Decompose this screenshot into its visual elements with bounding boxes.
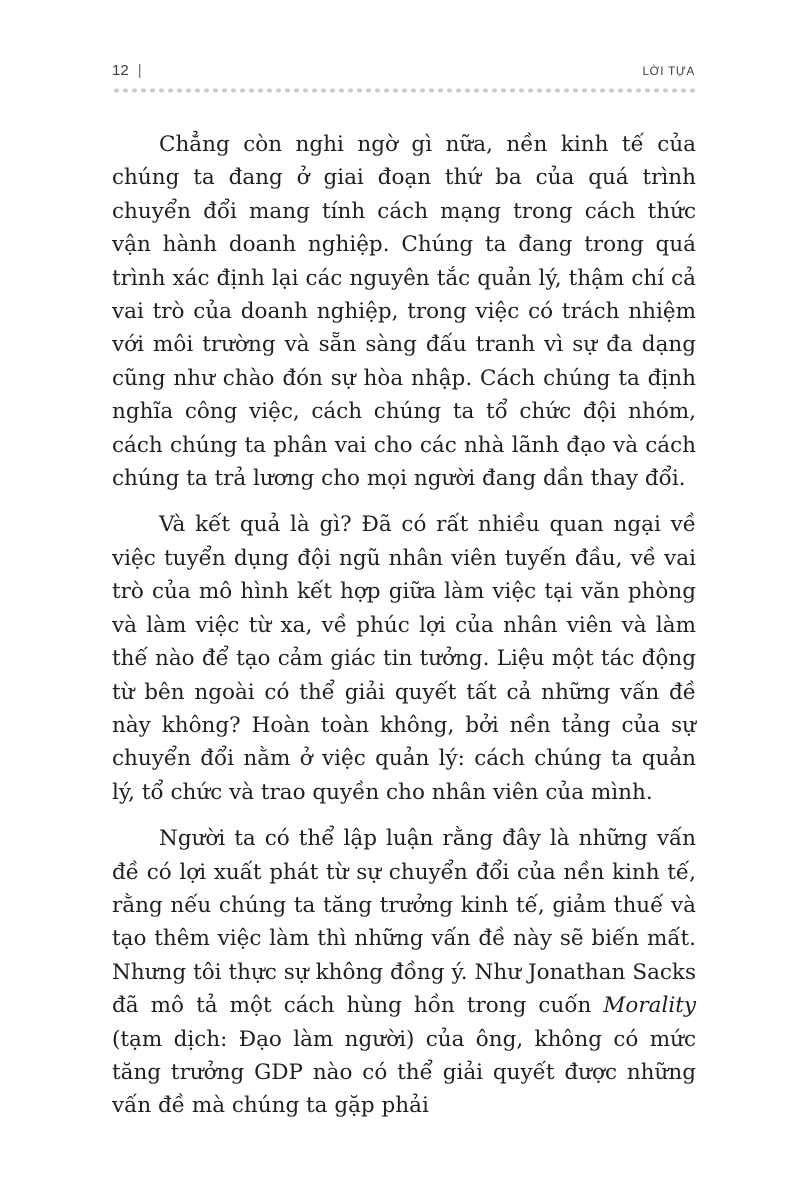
- paragraph-3-book-title: Morality: [603, 993, 696, 1019]
- body-text: [112, 128, 696, 1136]
- paragraph-2: Và kết quả là gì? Đã có rất nhiều quan ngại về việc tuyển dụng đội ngũ nhân viên tuyến đầu, về vai trò của mô hình kết hợp giữa làm việc tại văn phòng và làm việc từ xa, về phúc lợi của nhân viên và làm thế nào để tạo cảm giác tin tưởng. Liệu một tác động từ bên ngoài có thể giải quyết tất cả những vấn đề này không? Hoàn toàn không, bởi nền tảng của sự chuyển đổi nằm ở việc quản lý: cách chúng ta quản lý, tổ chức và trao quyền cho nhân viên của mình.: [112, 512, 696, 805]
- header-divider: |: [137, 62, 142, 79]
- paragraph-3-text-end: (tạm dịch: Đạo làm người) của ông, không có mức tăng trưởng GDP nào có thể giải quyết được những vấn đề mà chúng ta gặp phải: [112, 1026, 696, 1119]
- paragraph-1: Chẳng còn nghi ngờ gì nữa, nền kinh tế của chúng ta đang ở giai đoạn thứ ba của quá trình chuyển đổi mang tính cách mạng trong cách thức vận hành doanh nghiệp. Chúng ta đang trong quá trình xác định lại các nguyên tắc quản lý, thậm chí cả vai trò của doanh nghiệp, trong việc có trách nhiệm với môi trường và sẵn sàng đấu tranh vì sự đa dạng cũng như chào đón sự hòa nhập. Cách chúng ta định nghĩa công việc, cách chúng ta tổ chức đội nhóm, cách chúng ta phân vai cho các nhà lãnh đạo và cách chúng ta trả lương cho mọi người đang dần thay đổi.: [112, 132, 696, 492]
- ornament-divider: [112, 86, 697, 95]
- running-title: LỜI TỰA: [642, 66, 695, 78]
- page-number: 12: [112, 62, 129, 79]
- paragraph-3-text-start: Người ta có thể lập luận rằng đây là những vấn đề có lợi xuất phát từ sự chuyển đổi của nền kinh tế, rằng nếu chúng ta tăng trưởng kinh tế, giảm thuế và tạo thêm việc làm thì những vấn đề này sẽ biến mất. Nhưng tôi thực sự không đồng ý. Như Jonathan Sacks đã mô tả một cách hùng hồn trong cuốn: [112, 826, 696, 1019]
- header-left: [112, 62, 142, 79]
- running-header: [112, 62, 695, 79]
- paragraph-3: [112, 822, 696, 1123]
